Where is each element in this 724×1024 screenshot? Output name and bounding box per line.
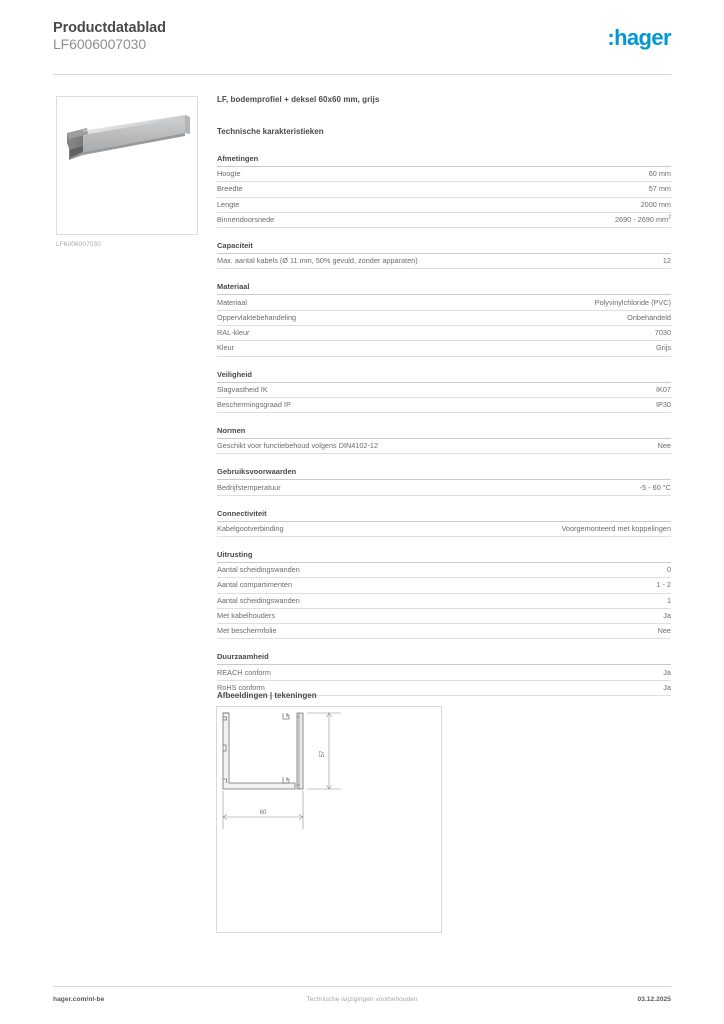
spec-value: Ja	[663, 667, 671, 677]
spec-key: Beschermingsgraad IP	[217, 400, 291, 409]
product-name: LF, bodemprofiel + deksel 60x60 mm, grijs	[217, 95, 380, 104]
spec-group	[217, 509, 671, 537]
spec-row	[217, 213, 671, 228]
spec-group-title: Duurzaamheid	[217, 652, 671, 665]
spec-group-title: Gebruiksvoorwaarden	[217, 467, 671, 480]
spec-key: Kleur	[217, 343, 235, 353]
dimension-height-label: 57	[320, 750, 326, 758]
spec-key: Breedte	[217, 184, 243, 194]
spec-value: 2000 mm	[640, 199, 671, 209]
spec-row	[217, 398, 671, 413]
spec-key: Met beschermfolie	[217, 626, 277, 636]
spec-row	[217, 439, 671, 454]
spec-value: Polyvinylchloride (PVC)	[594, 297, 671, 307]
spec-row	[217, 522, 671, 537]
spec-group-title: Normen	[217, 426, 671, 439]
spec-groups	[217, 154, 671, 696]
hager-logo[interactable]: :hager	[607, 25, 671, 50]
spec-key: Lengte	[217, 199, 240, 209]
spec-group	[217, 652, 671, 696]
spec-key: Aantal compartimenten	[217, 580, 293, 590]
spec-value: 1	[666, 595, 671, 605]
spec-value: IK07	[655, 384, 671, 394]
header-divider	[53, 74, 671, 75]
spec-row	[217, 624, 671, 639]
product-image-frame	[56, 96, 198, 235]
spec-key: Geschikt voor functiebehoud volgens DIN4102-12	[217, 441, 379, 451]
specifications-panel	[217, 94, 671, 709]
technical-drawing-cross-section	[217, 707, 441, 932]
spec-value: 0	[666, 565, 671, 575]
spec-value: Grijs	[656, 343, 671, 353]
drawings-title: Afbeeldingen | tekeningen	[217, 691, 317, 700]
spec-value: -5 - 60 °C	[639, 482, 671, 492]
spec-group-title: Veiligheid	[217, 370, 671, 383]
spec-group-title: Capaciteit	[217, 241, 671, 254]
spec-row	[217, 198, 671, 213]
product-reference: LF6006007030	[53, 36, 146, 52]
spec-key: Oppervlaktebehandeling	[217, 312, 297, 322]
spec-group-title: Uitrusting	[217, 550, 671, 563]
spec-value: 1 - 2	[656, 580, 671, 590]
drawing-frame	[216, 706, 442, 933]
spec-group	[217, 370, 671, 414]
spec-row	[217, 311, 671, 326]
product-photo-cable-trunking	[57, 103, 197, 173]
spec-key: Slagvastheid IK	[217, 384, 268, 394]
footer-date: 03.12.2025	[637, 996, 671, 1003]
spec-value: Ja	[663, 610, 671, 620]
spec-row	[217, 167, 671, 182]
spec-key: Bedrijfstemperatuur	[217, 482, 281, 492]
spec-value: Voorgemonteerd met koppelingen	[561, 523, 671, 533]
spec-key: Aantal scheidingswanden	[217, 595, 300, 605]
spec-row	[217, 326, 671, 341]
spec-row	[217, 563, 671, 578]
spec-key: Materiaal	[217, 297, 248, 307]
spec-group-title: Afmetingen	[217, 154, 671, 167]
spec-group	[217, 241, 671, 269]
spec-group	[217, 550, 671, 639]
spec-group	[217, 467, 671, 495]
spec-value: Onbehandeld	[627, 312, 671, 322]
spec-key: RAL-kleur	[217, 328, 250, 338]
spec-row	[217, 383, 671, 398]
spec-value: Nee	[657, 626, 671, 636]
spec-key: Kabelgootverbinding	[217, 523, 284, 533]
page-title: Productdatablad	[53, 20, 166, 36]
spec-group-title: Connectiviteit	[217, 509, 671, 522]
page-footer	[53, 996, 671, 1008]
footer-website-link[interactable]: hager.com/nl-be	[53, 996, 105, 1003]
spec-value	[615, 216, 671, 225]
spec-value: 57 mm	[648, 184, 671, 194]
spec-value-superscript: 2	[668, 214, 671, 221]
spec-row	[217, 341, 671, 356]
spec-value: 7030	[654, 328, 671, 338]
spec-key: REACH conform	[217, 667, 271, 677]
page-header	[53, 20, 671, 72]
spec-row	[217, 254, 671, 269]
spec-row	[217, 609, 671, 624]
spec-row	[217, 295, 671, 310]
spec-group	[217, 282, 671, 356]
spec-key: Max. aantal kabels (Ø 11 mm, 50% gevuld, zonder apparaten)	[217, 256, 418, 266]
spec-value-text: 2690 - 2690 mm	[614, 215, 669, 225]
spec-value: 60 mm	[648, 169, 671, 179]
spec-row	[217, 480, 671, 495]
spec-key: Aantal scheidingswanden	[217, 565, 300, 575]
spec-value: IP30	[655, 400, 671, 409]
spec-key: Hoogte	[217, 169, 241, 179]
footer-disclaimer: Technische wijzigingen voorbehouden	[306, 996, 418, 1003]
spec-key: Binnendoorsnede	[217, 215, 275, 225]
spec-key: RoHS conform	[217, 682, 265, 692]
footer-divider	[53, 986, 671, 987]
spec-group-title: Materiaal	[217, 282, 671, 295]
spec-row	[217, 594, 671, 609]
spec-group	[217, 154, 671, 228]
product-image-caption: LF6006007030	[56, 241, 101, 248]
spec-group	[217, 426, 671, 454]
dimension-width-label: 60	[259, 810, 267, 816]
spec-value: Ja	[663, 682, 671, 692]
spec-row	[217, 665, 671, 680]
specifications-title: Technische karakteristieken	[217, 127, 324, 136]
spec-value: Nee	[657, 441, 671, 451]
spec-value: 12	[662, 256, 671, 266]
spec-row	[217, 182, 671, 197]
spec-row	[217, 578, 671, 593]
spec-key: Met kabelhouders	[217, 610, 276, 620]
